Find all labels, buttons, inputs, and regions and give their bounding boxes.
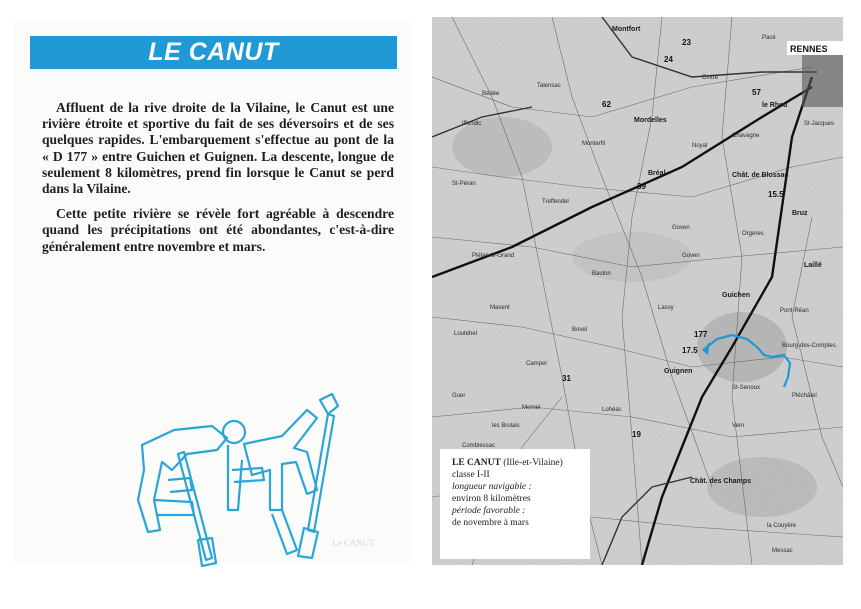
legend-period-label: période favorable :	[452, 506, 526, 516]
legend-period-value: de novembre à mars	[452, 518, 529, 528]
map-label-champs: Chât. des Champs	[690, 478, 752, 485]
road-number: 15.5	[768, 190, 784, 199]
legend-classe: classe I-II	[452, 470, 490, 480]
map-label-small: Comblessac	[462, 443, 496, 449]
road-number: 31	[562, 374, 571, 383]
map-label-small: Pacé	[762, 35, 776, 41]
legend-title: LE CANUT	[452, 458, 501, 468]
map-label-small: Monterfil	[582, 141, 606, 147]
road-number: 39	[637, 182, 646, 191]
article-body	[42, 100, 394, 264]
map-label-breal: Bréal-	[648, 170, 668, 177]
map-label-small: Treffendel	[542, 199, 569, 205]
road-number: 57	[752, 88, 761, 97]
map-label-small: Iffendic	[462, 121, 482, 127]
map-page	[432, 17, 843, 565]
map-label-small: Maxent	[490, 305, 510, 311]
map-label-small: Cintré	[702, 75, 719, 81]
map-label-small: Bovel	[572, 327, 588, 333]
map-label-small: Campel	[526, 361, 547, 367]
left-page	[14, 20, 412, 562]
map-label-small: Baulon	[592, 271, 611, 277]
map-label-laille: Laillé	[804, 262, 822, 269]
map-label-small: St-Péran	[452, 181, 476, 187]
map-label-small: la Couyère	[767, 523, 797, 529]
map-label-small: Vern	[732, 423, 745, 429]
map-label-small: Goven	[682, 253, 700, 259]
legend-length-value: environ 8 kilomètres	[452, 494, 531, 504]
map-label-small: Chavagne	[732, 133, 760, 139]
map-label-montfort: Montfort	[612, 26, 641, 33]
map-label-small: Pléchâtel	[792, 393, 817, 399]
map-label-small: Guer	[452, 393, 466, 399]
road-number: 23	[682, 38, 691, 47]
title-banner	[30, 36, 397, 69]
map-label-small: Lohéac	[602, 407, 622, 413]
legend-length-label: longueur navigable :	[452, 482, 532, 492]
paragraph-1: Affluent de la rive droite de la Vilaine, le Canut est une rivière étroite et sportive du fait de ses déversoirs et de ses quelques rapides. L'embarquement s'effectue au pont de la « D 177 » entre Guichen et Guignen. La descente, longue de seulement 8 kilomètres, prend fin lorsque le Canut se perd dans la Vilaine.	[42, 100, 394, 197]
map-label-small: St-Senoux	[732, 385, 761, 391]
map-label-small: Bédée	[482, 91, 500, 97]
map-label-rheu: le Rheu	[762, 102, 788, 109]
map-label-small: Plélan-le-Grand	[472, 253, 515, 259]
map-label-small: St-Jacques	[804, 121, 835, 127]
road-number: 62	[602, 100, 611, 109]
map-label-small: Loutehel	[454, 331, 478, 337]
road-number: 177	[694, 330, 708, 339]
map-label-rennes: RENNES	[790, 44, 828, 54]
map-label-small: Noyal	[692, 143, 708, 149]
road-number: 24	[664, 55, 673, 64]
paragraph-2: Cette petite rivière se révèle fort agréable à descendre quand les précipitations ont été abondantes, c'est-à-dire généralement entre novembre et mars.	[42, 206, 394, 254]
map-legend	[440, 449, 590, 559]
map-label-small: Talensac	[537, 83, 561, 89]
legend-region: (Ille-et-Vilaine)	[503, 458, 563, 468]
map-label-small: Goven	[672, 225, 690, 231]
map-label-guignen: Guignen	[664, 368, 693, 375]
map-label-small: Orgères	[742, 231, 764, 237]
page-title: LE CANUT	[148, 38, 279, 66]
faded-caption: Le CANUT	[332, 538, 375, 548]
map-label-small: Pont-Réan	[780, 308, 809, 314]
map-label-bruz: Bruz	[792, 210, 808, 217]
map-label-guichen: Guichen	[722, 292, 751, 299]
map-label-mordelles: Mordelles	[634, 117, 667, 124]
map-label-small: Mernel	[522, 405, 541, 411]
map-label-small: Messac	[772, 548, 793, 554]
map-label-small: Bourg-des-Comptes	[782, 343, 836, 349]
map-label-small: les Brulais	[492, 423, 520, 429]
map-label-blossac: Chât. de Blossac	[732, 172, 789, 179]
map-label-small: Lassy	[658, 305, 674, 311]
road-number: 19	[632, 430, 641, 439]
road-number: 17.5	[682, 346, 698, 355]
